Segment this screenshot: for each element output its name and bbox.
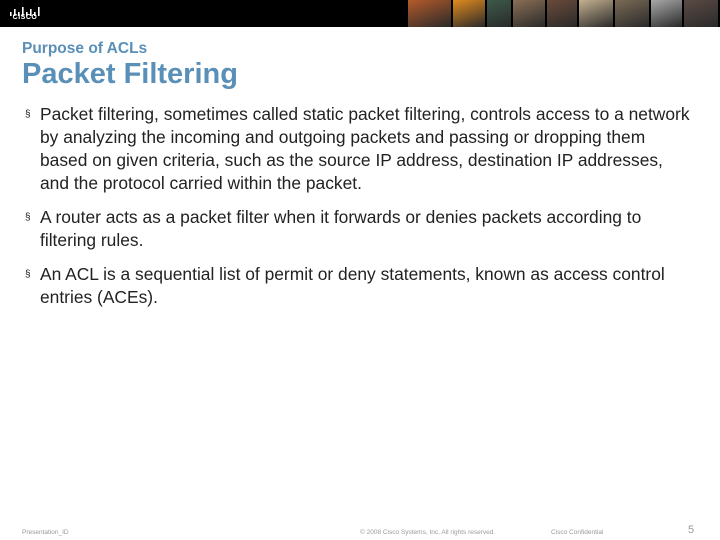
bullet-text: A router acts as a packet filter when it forwards or denies packets according to filtering rules. xyxy=(40,207,642,250)
bullet-item xyxy=(22,263,692,309)
photo-person xyxy=(615,0,651,27)
photo-person xyxy=(684,0,720,27)
header-bar xyxy=(0,0,720,27)
photo-person xyxy=(547,0,579,27)
footer-confidential: Cisco Confidential xyxy=(551,529,604,536)
photo-person xyxy=(487,0,513,27)
bullet-item xyxy=(22,206,692,252)
cisco-wordmark: CISCO xyxy=(12,14,38,21)
bullet-item xyxy=(22,103,692,195)
photo-person xyxy=(579,0,615,27)
bullet-list xyxy=(22,103,692,320)
photo-person xyxy=(453,0,487,27)
page-number: 5 xyxy=(688,524,695,536)
footer-presentation-id: Presentation_ID xyxy=(22,529,69,536)
bullet-text: An ACL is a sequential list of permit or deny statements, known as access control entries (ACEs). xyxy=(40,264,665,307)
bullet-marker-icon: § xyxy=(25,109,31,120)
footer-copyright: © 2008 Cisco Systems, Inc. All rights reserved. xyxy=(360,529,496,536)
bullet-marker-icon: § xyxy=(25,269,31,280)
slide-subtitle: Purpose of ACLs xyxy=(22,40,148,57)
header-photo-strip xyxy=(408,0,720,27)
bullet-text: Packet filtering, sometimes called static packet filtering, controls access to a network by analyzing the incoming and outgoing packets and passing or dropping them based on given criteria, such as the source IP address, destination IP addresses, and the protocol carried within the packet. xyxy=(40,104,690,193)
bullet-marker-icon: § xyxy=(25,212,31,223)
slide-title: Packet Filtering xyxy=(22,58,238,90)
cisco-logo xyxy=(8,4,42,23)
photo-people xyxy=(408,0,453,27)
photo-person xyxy=(651,0,684,27)
photo-person xyxy=(513,0,547,27)
